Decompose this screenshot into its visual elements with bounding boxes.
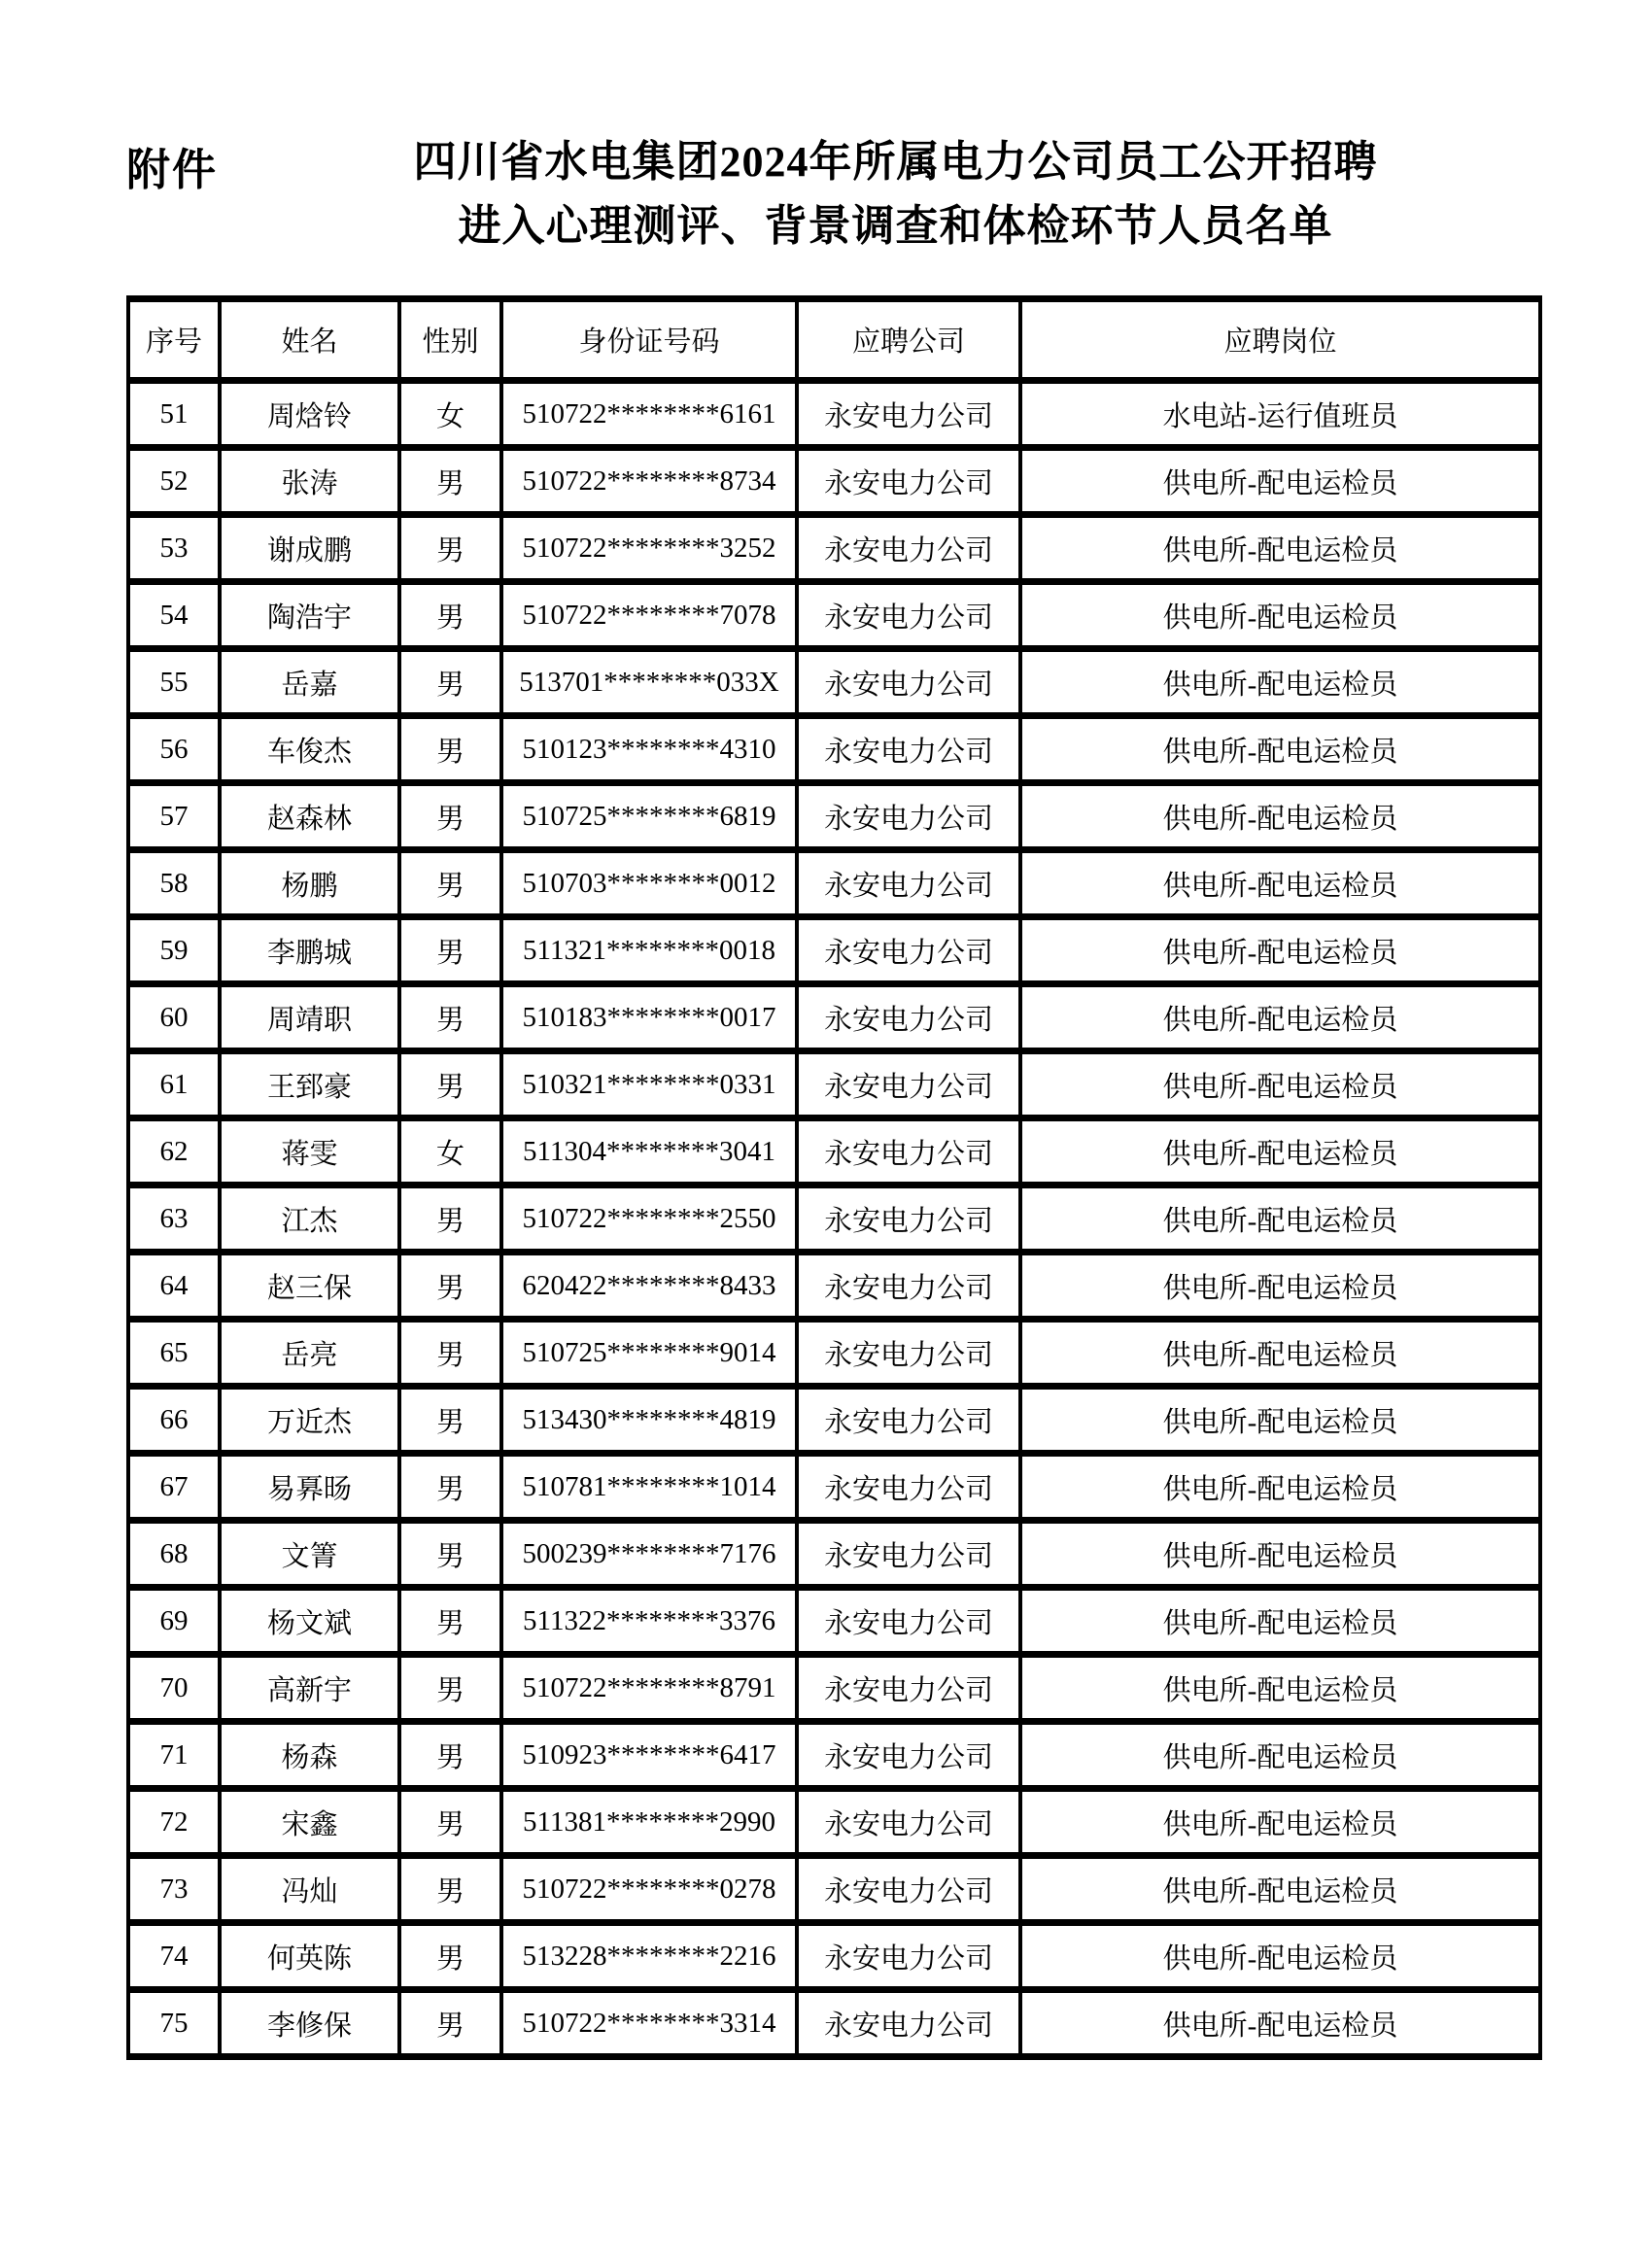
row-number-cell: 64: [128, 1253, 220, 1320]
company-cell: 永安电力公司: [797, 1588, 1020, 1655]
id-number-cell: 510123********4310: [501, 716, 797, 783]
table-row: [128, 850, 1540, 917]
table-row: [128, 1051, 1540, 1118]
gender-cell: 男: [399, 1655, 501, 1722]
row-number-cell: 67: [128, 1454, 220, 1521]
gender-cell: 男: [399, 1387, 501, 1454]
position-cell: 供电所-配电运检员: [1020, 1521, 1540, 1588]
header-cell-row-number: 序号: [128, 299, 220, 381]
row-number-cell: 75: [128, 1990, 220, 2057]
company-cell: 永安电力公司: [797, 1186, 1020, 1253]
header-cell-name: 姓名: [220, 299, 399, 381]
name-cell: 何英陈: [220, 1923, 399, 1990]
gender-cell: 男: [399, 1253, 501, 1320]
name-cell: 张涛: [220, 448, 399, 515]
company-cell: 永安电力公司: [797, 582, 1020, 649]
table-row: [128, 1521, 1540, 1588]
table-header: [128, 299, 1540, 381]
position-cell: 供电所-配电运检员: [1020, 1923, 1540, 1990]
company-cell: 永安电力公司: [797, 649, 1020, 716]
name-cell: 冯灿: [220, 1856, 399, 1923]
position-cell: 供电所-配电运检员: [1020, 1387, 1540, 1454]
company-cell: 永安电力公司: [797, 1253, 1020, 1320]
id-number-cell: 511381********2990: [501, 1789, 797, 1856]
table-row: [128, 1118, 1540, 1186]
position-cell: 供电所-配电运检员: [1020, 984, 1540, 1051]
company-cell: 永安电力公司: [797, 984, 1020, 1051]
table-body: [128, 381, 1540, 2057]
company-cell: 永安电力公司: [797, 1320, 1020, 1387]
header-cell-id-number: 身份证号码: [501, 299, 797, 381]
table-row: [128, 1923, 1540, 1990]
table-row: [128, 984, 1540, 1051]
gender-cell: 男: [399, 448, 501, 515]
company-cell: 永安电力公司: [797, 1521, 1020, 1588]
name-cell: 杨鹏: [220, 850, 399, 917]
id-number-cell: 510781********1014: [501, 1454, 797, 1521]
position-cell: 供电所-配电运检员: [1020, 1320, 1540, 1387]
id-number-cell: 513701********033X: [501, 649, 797, 716]
company-cell: 永安电力公司: [797, 1051, 1020, 1118]
position-cell: 水电站-运行值班员: [1020, 381, 1540, 448]
name-cell: 赵三保: [220, 1253, 399, 1320]
row-number-cell: 63: [128, 1186, 220, 1253]
position-cell: 供电所-配电运检员: [1020, 515, 1540, 582]
table-row: [128, 783, 1540, 850]
gender-cell: 男: [399, 1923, 501, 1990]
row-number-cell: 53: [128, 515, 220, 582]
name-cell: 易奡旸: [220, 1454, 399, 1521]
name-cell: 陶浩宇: [220, 582, 399, 649]
gender-cell: 男: [399, 1990, 501, 2057]
table-row: [128, 1990, 1540, 2057]
table-row: [128, 649, 1540, 716]
position-cell: 供电所-配电运检员: [1020, 1588, 1540, 1655]
table-row: [128, 1186, 1540, 1253]
gender-cell: 女: [399, 1118, 501, 1186]
table-row: [128, 1722, 1540, 1789]
id-number-cell: 511321********0018: [501, 917, 797, 984]
gender-cell: 男: [399, 1722, 501, 1789]
row-number-cell: 71: [128, 1722, 220, 1789]
row-number-cell: 59: [128, 917, 220, 984]
name-cell: 蒋雯: [220, 1118, 399, 1186]
name-cell: 谢成鹏: [220, 515, 399, 582]
id-number-cell: 510183********0017: [501, 984, 797, 1051]
table-row: [128, 1789, 1540, 1856]
header-cell-position: 应聘岗位: [1020, 299, 1540, 381]
position-cell: 供电所-配电运检员: [1020, 1051, 1540, 1118]
table-row: [128, 1253, 1540, 1320]
row-number-cell: 65: [128, 1320, 220, 1387]
id-number-cell: 510722********2550: [501, 1186, 797, 1253]
gender-cell: 男: [399, 1521, 501, 1588]
name-cell: 王郅豪: [220, 1051, 399, 1118]
gender-cell: 男: [399, 649, 501, 716]
company-cell: 永安电力公司: [797, 716, 1020, 783]
row-number-cell: 66: [128, 1387, 220, 1454]
table-row: [128, 1387, 1540, 1454]
document-title-line2: 进入心理测评、背景调查和体检环节人员名单: [458, 202, 1333, 250]
id-number-cell: 511304********3041: [501, 1118, 797, 1186]
name-cell: 岳嘉: [220, 649, 399, 716]
row-number-cell: 73: [128, 1856, 220, 1923]
id-number-cell: 510722********0278: [501, 1856, 797, 1923]
row-number-cell: 62: [128, 1118, 220, 1186]
gender-cell: 男: [399, 917, 501, 984]
id-number-cell: 620422********8433: [501, 1253, 797, 1320]
id-number-cell: 510722********3314: [501, 1990, 797, 2057]
row-number-cell: 74: [128, 1923, 220, 1990]
id-number-cell: 510722********3252: [501, 515, 797, 582]
gender-cell: 男: [399, 984, 501, 1051]
id-number-cell: 513228********2216: [501, 1923, 797, 1990]
id-number-cell: 510725********9014: [501, 1320, 797, 1387]
gender-cell: 男: [399, 716, 501, 783]
name-cell: 杨森: [220, 1722, 399, 1789]
id-number-cell: 510725********6819: [501, 783, 797, 850]
gender-cell: 男: [399, 1320, 501, 1387]
row-number-cell: 72: [128, 1789, 220, 1856]
name-cell: 万近杰: [220, 1387, 399, 1454]
name-cell: 周靖职: [220, 984, 399, 1051]
table-row: [128, 515, 1540, 582]
position-cell: 供电所-配电运检员: [1020, 1990, 1540, 2057]
name-cell: 周焓铃: [220, 381, 399, 448]
row-number-cell: 51: [128, 381, 220, 448]
id-number-cell: 510722********8734: [501, 448, 797, 515]
table-row: [128, 381, 1540, 448]
position-cell: 供电所-配电运检员: [1020, 448, 1540, 515]
document-title-line1: 四川省水电集团2024年所属电力公司员工公开招聘: [413, 138, 1378, 186]
company-cell: 永安电力公司: [797, 917, 1020, 984]
position-cell: 供电所-配电运检员: [1020, 1722, 1540, 1789]
company-cell: 永安电力公司: [797, 1789, 1020, 1856]
gender-cell: 男: [399, 1789, 501, 1856]
header-cell-gender: 性别: [399, 299, 501, 381]
row-number-cell: 61: [128, 1051, 220, 1118]
row-number-cell: 60: [128, 984, 220, 1051]
gender-cell: 男: [399, 1856, 501, 1923]
table-row: [128, 1320, 1540, 1387]
table-header-row: [128, 299, 1540, 381]
position-cell: 供电所-配电运检员: [1020, 1789, 1540, 1856]
name-cell: 赵森林: [220, 783, 399, 850]
position-cell: 供电所-配电运检员: [1020, 1186, 1540, 1253]
position-cell: 供电所-配电运检员: [1020, 783, 1540, 850]
personnel-table: [126, 295, 1542, 2060]
company-cell: 永安电力公司: [797, 1722, 1020, 1789]
company-cell: 永安电力公司: [797, 381, 1020, 448]
document-title: [126, 130, 1538, 258]
company-cell: 永安电力公司: [797, 1655, 1020, 1722]
row-number-cell: 56: [128, 716, 220, 783]
position-cell: 供电所-配电运检员: [1020, 1655, 1540, 1722]
row-number-cell: 58: [128, 850, 220, 917]
company-cell: 永安电力公司: [797, 1118, 1020, 1186]
name-cell: 江杰: [220, 1186, 399, 1253]
company-cell: 永安电力公司: [797, 1387, 1020, 1454]
gender-cell: 男: [399, 582, 501, 649]
table-row: [128, 1655, 1540, 1722]
name-cell: 李修保: [220, 1990, 399, 2057]
table-row: [128, 1454, 1540, 1521]
id-number-cell: 510703********0012: [501, 850, 797, 917]
id-number-cell: 510321********0331: [501, 1051, 797, 1118]
gender-cell: 男: [399, 783, 501, 850]
gender-cell: 女: [399, 381, 501, 448]
position-cell: 供电所-配电运检员: [1020, 582, 1540, 649]
id-number-cell: 510722********8791: [501, 1655, 797, 1722]
id-number-cell: 500239********7176: [501, 1521, 797, 1588]
position-cell: 供电所-配电运检员: [1020, 716, 1540, 783]
table-row: [128, 1588, 1540, 1655]
position-cell: 供电所-配电运检员: [1020, 649, 1540, 716]
document-header: [126, 130, 1538, 258]
row-number-cell: 52: [128, 448, 220, 515]
company-cell: 永安电力公司: [797, 783, 1020, 850]
company-cell: 永安电力公司: [797, 515, 1020, 582]
name-cell: 李鹏城: [220, 917, 399, 984]
table-row: [128, 716, 1540, 783]
company-cell: 永安电力公司: [797, 448, 1020, 515]
gender-cell: 男: [399, 1186, 501, 1253]
company-cell: 永安电力公司: [797, 850, 1020, 917]
position-cell: 供电所-配电运检员: [1020, 1253, 1540, 1320]
position-cell: 供电所-配电运检员: [1020, 1118, 1540, 1186]
table-row: [128, 582, 1540, 649]
gender-cell: 男: [399, 1588, 501, 1655]
id-number-cell: 510722********6161: [501, 381, 797, 448]
position-cell: 供电所-配电运检员: [1020, 850, 1540, 917]
company-cell: 永安电力公司: [797, 1923, 1020, 1990]
header-cell-company: 应聘公司: [797, 299, 1020, 381]
id-number-cell: 510923********6417: [501, 1722, 797, 1789]
company-cell: 永安电力公司: [797, 1990, 1020, 2057]
table-row: [128, 448, 1540, 515]
row-number-cell: 54: [128, 582, 220, 649]
name-cell: 高新宇: [220, 1655, 399, 1722]
id-number-cell: 510722********7078: [501, 582, 797, 649]
company-cell: 永安电力公司: [797, 1454, 1020, 1521]
row-number-cell: 69: [128, 1588, 220, 1655]
position-cell: 供电所-配电运检员: [1020, 1454, 1540, 1521]
gender-cell: 男: [399, 515, 501, 582]
name-cell: 文箐: [220, 1521, 399, 1588]
row-number-cell: 57: [128, 783, 220, 850]
id-number-cell: 513430********4819: [501, 1387, 797, 1454]
id-number-cell: 511322********3376: [501, 1588, 797, 1655]
row-number-cell: 55: [128, 649, 220, 716]
table-row: [128, 1856, 1540, 1923]
position-cell: 供电所-配电运检员: [1020, 917, 1540, 984]
name-cell: 宋鑫: [220, 1789, 399, 1856]
table-row: [128, 917, 1540, 984]
name-cell: 车俊杰: [220, 716, 399, 783]
gender-cell: 男: [399, 1454, 501, 1521]
name-cell: 岳亮: [220, 1320, 399, 1387]
row-number-cell: 70: [128, 1655, 220, 1722]
gender-cell: 男: [399, 1051, 501, 1118]
company-cell: 永安电力公司: [797, 1856, 1020, 1923]
row-number-cell: 68: [128, 1521, 220, 1588]
position-cell: 供电所-配电运检员: [1020, 1856, 1540, 1923]
gender-cell: 男: [399, 850, 501, 917]
name-cell: 杨文斌: [220, 1588, 399, 1655]
attachment-label: 附件: [126, 146, 219, 194]
